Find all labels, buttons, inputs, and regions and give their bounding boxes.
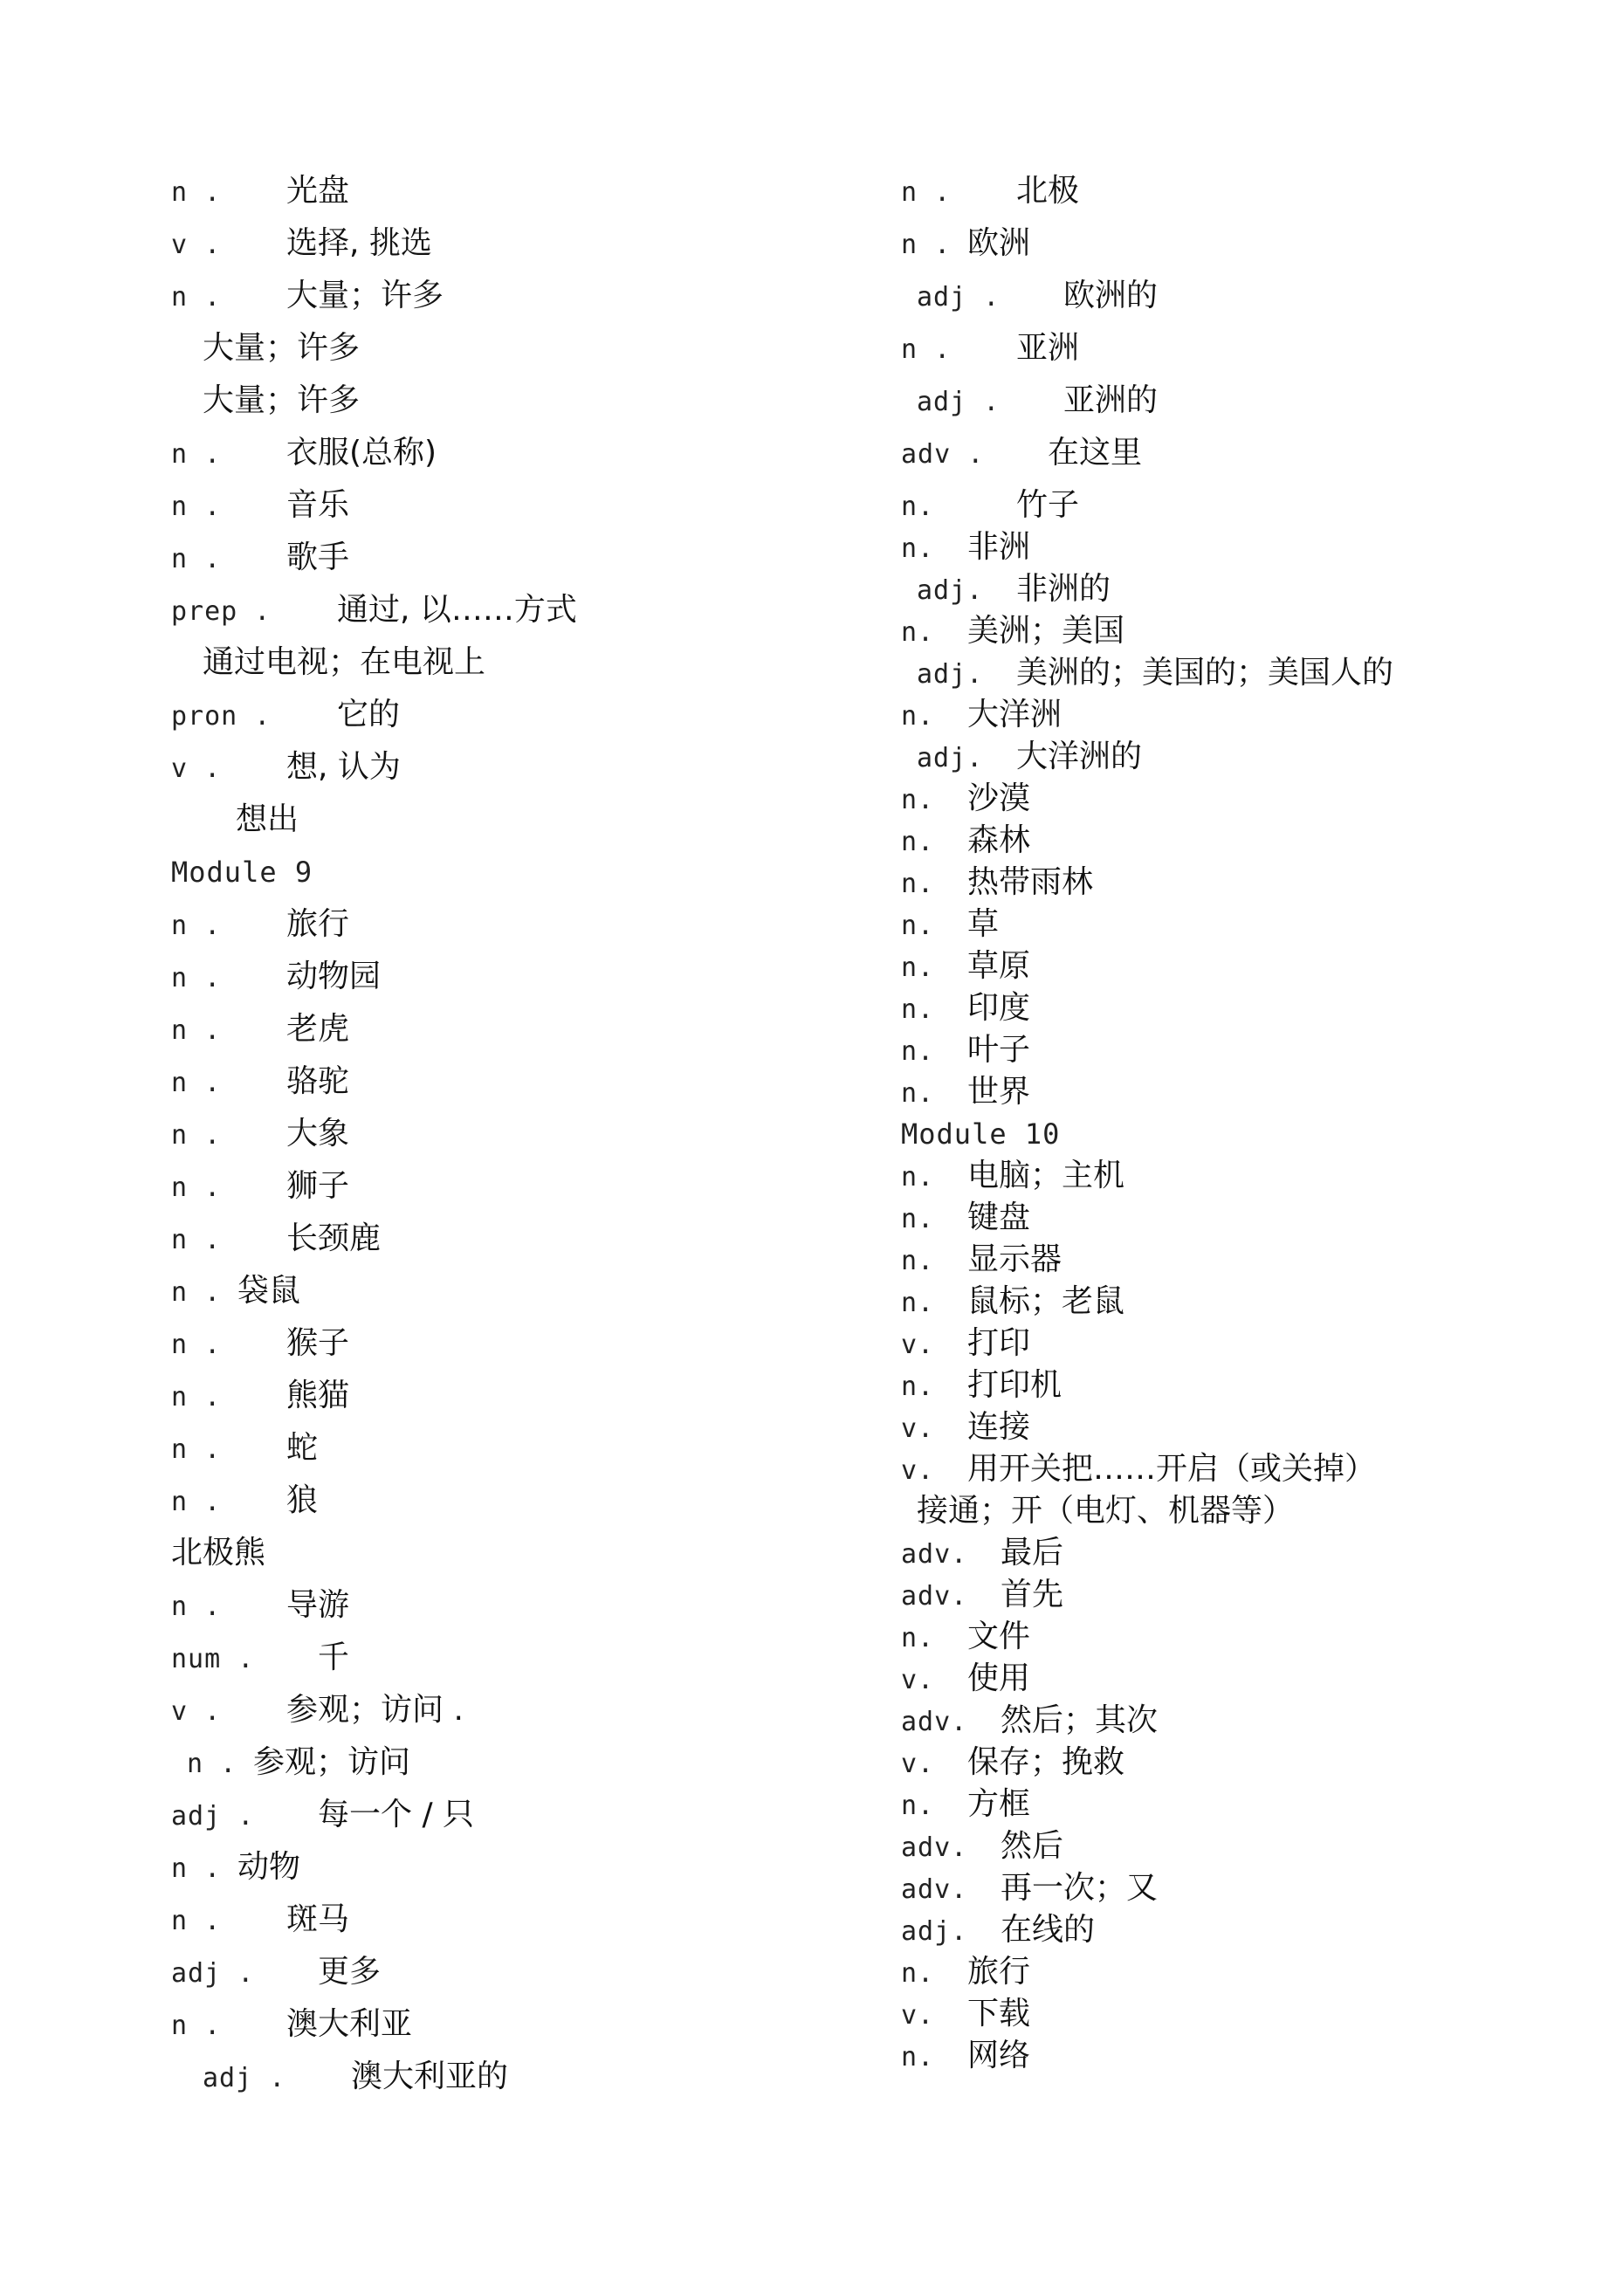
chinese-meaning: 想, 认为	[286, 749, 401, 785]
chinese-meaning: 首先	[1001, 1577, 1064, 1612]
chinese-meaning: 竹子	[1016, 487, 1080, 523]
chinese-meaning: 亚洲	[1016, 330, 1080, 366]
part-of-speech: n .	[171, 1382, 222, 1413]
chinese-meaning: 北极	[1016, 173, 1080, 209]
right_column-entry	[901, 1115, 1060, 1153]
chinese-meaning: 键盘	[967, 1200, 1031, 1235]
chinese-meaning: 显示器	[967, 1241, 1063, 1277]
chinese-meaning: 千	[318, 1640, 350, 1675]
part-of-speech: n.	[901, 869, 935, 899]
part-of-speech: n.	[901, 1288, 935, 1318]
part-of-speech: n .	[171, 1172, 222, 1203]
part-of-speech: n .	[171, 1015, 222, 1046]
part-of-speech: n.	[901, 827, 935, 857]
part-of-speech: n .	[171, 492, 222, 522]
chinese-meaning: 接通；开（电灯、机器等）	[917, 1493, 1295, 1529]
chinese-meaning: 然后；其次	[1001, 1702, 1159, 1738]
part-of-speech: n.	[901, 785, 935, 815]
chinese-meaning: 旅行	[286, 906, 350, 942]
part-of-speech: n .	[171, 1330, 222, 1360]
chinese-meaning: 更多	[318, 1954, 382, 1990]
part-of-speech: adv.	[901, 1832, 968, 1863]
chinese-meaning: 美洲的；美国的；美国人的	[1016, 655, 1394, 691]
part-of-speech: adj.	[917, 575, 984, 606]
chinese-meaning: 印度	[967, 990, 1031, 1026]
chinese-meaning: 然后	[1001, 1828, 1064, 1864]
chinese-meaning: 想出	[236, 801, 299, 837]
chinese-meaning: 大洋洲	[967, 697, 1063, 732]
part-of-speech: n.	[901, 1791, 935, 1821]
part-of-speech: v.	[901, 2000, 935, 2031]
part-of-speech: prep .	[171, 596, 272, 627]
chinese-meaning: 沙漠	[967, 780, 1031, 816]
chinese-meaning: 使用	[967, 1660, 1031, 1696]
part-of-speech: adj .	[203, 2063, 286, 2093]
part-of-speech: n.	[901, 1371, 935, 1402]
chinese-meaning: 选择, 挑选	[286, 225, 432, 261]
part-of-speech: n .	[171, 1068, 222, 1098]
chinese-meaning: 连接	[967, 1409, 1031, 1445]
part-of-speech: adv .	[901, 439, 985, 470]
left_column-entry	[171, 853, 313, 891]
chinese-meaning: 骆驼	[286, 1063, 350, 1099]
part-of-speech: n.	[901, 533, 935, 564]
part-of-speech: v .	[171, 1696, 222, 1727]
module-heading: Module 9	[171, 856, 313, 889]
chinese-meaning: 大洋洲的	[1016, 739, 1143, 774]
part-of-speech: n .	[171, 544, 222, 574]
chinese-meaning: 歌手	[286, 540, 350, 575]
part-of-speech: adj .	[917, 387, 1001, 417]
part-of-speech: v .	[171, 230, 222, 260]
chinese-meaning: 熊猫	[286, 1378, 350, 1413]
chinese-meaning: 澳大利亚	[286, 2006, 413, 2042]
chinese-meaning: 打印机	[967, 1367, 1063, 1403]
part-of-speech: adj.	[917, 659, 984, 690]
part-of-speech: n .	[171, 1906, 222, 1936]
part-of-speech: v.	[901, 1665, 935, 1695]
part-of-speech: n .	[171, 911, 222, 941]
chinese-meaning: 非洲	[967, 529, 1031, 565]
part-of-speech: adv.	[901, 1874, 968, 1905]
chinese-meaning: 狼	[286, 1482, 319, 1518]
part-of-speech: n.	[901, 952, 935, 983]
chinese-meaning: 方框	[967, 1786, 1031, 1822]
chinese-meaning: 旅行	[967, 1954, 1031, 1990]
part-of-speech: n.	[901, 1078, 935, 1109]
chinese-meaning: 大量；许多	[203, 382, 361, 418]
part-of-speech: n.	[901, 1246, 935, 1276]
chinese-meaning: 草	[967, 906, 1000, 942]
part-of-speech: v .	[171, 753, 222, 784]
part-of-speech: n.	[901, 994, 935, 1025]
chinese-meaning: 用开关把……开启（或关掉）	[967, 1451, 1377, 1487]
chinese-meaning: 通过, 以……方式	[337, 592, 577, 628]
chinese-meaning: 猴子	[286, 1325, 350, 1361]
chinese-meaning: 参观；访问 .	[286, 1692, 464, 1728]
chinese-meaning: 大量；许多	[203, 330, 361, 366]
chinese-meaning: 狮子	[286, 1168, 350, 1204]
chinese-meaning: 下载	[967, 1996, 1031, 2031]
chinese-meaning: 北极熊	[171, 1535, 266, 1571]
chinese-meaning: 衣服(总称)	[286, 435, 437, 471]
part-of-speech: pron .	[171, 701, 272, 732]
chinese-meaning: 参观；访问	[253, 1744, 411, 1780]
chinese-meaning: 亚洲的	[1063, 382, 1159, 418]
part-of-speech: n .	[171, 439, 222, 470]
module-heading: Module 10	[901, 1117, 1061, 1151]
chinese-meaning: 美洲；美国	[967, 613, 1125, 649]
chinese-meaning: 电脑；主机	[967, 1158, 1125, 1193]
part-of-speech: n .	[901, 230, 952, 260]
part-of-speech: adj.	[917, 743, 984, 773]
chinese-meaning: 再一次；又	[1001, 1870, 1159, 1906]
part-of-speech: n.	[901, 2042, 935, 2073]
part-of-speech: n.	[901, 1036, 935, 1067]
part-of-speech: n .	[171, 963, 222, 993]
part-of-speech: n .	[171, 1853, 222, 1884]
part-of-speech: n.	[901, 1204, 935, 1234]
chinese-meaning: 世界	[967, 1074, 1031, 1110]
part-of-speech: adj.	[901, 1916, 968, 1947]
part-of-speech: v.	[901, 1330, 935, 1360]
part-of-speech: n .	[171, 1225, 222, 1255]
part-of-speech: v.	[901, 1413, 935, 1444]
chinese-meaning: 斑马	[286, 1901, 350, 1937]
chinese-meaning: 草原	[967, 948, 1031, 984]
part-of-speech: n.	[901, 617, 935, 648]
chinese-meaning: 导游	[286, 1587, 350, 1623]
chinese-meaning: 鼠标；老鼠	[967, 1283, 1125, 1319]
chinese-meaning: 澳大利亚的	[351, 2059, 509, 2094]
part-of-speech: v.	[901, 1749, 935, 1779]
chinese-meaning: 大象	[286, 1116, 350, 1151]
part-of-speech: adv.	[901, 1581, 968, 1612]
chinese-meaning: 叶子	[967, 1032, 1031, 1068]
chinese-meaning: 在这里	[1048, 435, 1143, 471]
chinese-meaning: 动物园	[286, 959, 382, 994]
chinese-meaning: 大量；许多	[286, 278, 444, 313]
chinese-meaning: 长颈鹿	[286, 1220, 382, 1256]
chinese-meaning: 网络	[967, 2038, 1031, 2073]
part-of-speech: n .	[171, 1591, 222, 1622]
part-of-speech: n .	[171, 1487, 222, 1517]
chinese-meaning: 文件	[967, 1619, 1031, 1654]
part-of-speech: n .	[171, 177, 222, 208]
part-of-speech: n .	[901, 334, 952, 365]
part-of-speech: n .	[187, 1749, 237, 1779]
part-of-speech: n.	[901, 492, 935, 522]
chinese-meaning: 欧洲	[967, 225, 1031, 261]
chinese-meaning: 欧洲的	[1063, 278, 1159, 313]
chinese-meaning: 蛇	[286, 1430, 319, 1466]
part-of-speech: n .	[171, 1277, 222, 1308]
chinese-meaning: 非洲的	[1016, 571, 1111, 607]
chinese-meaning: 打印	[967, 1325, 1031, 1361]
chinese-meaning: 森林	[967, 822, 1031, 858]
part-of-speech: adj .	[171, 1958, 255, 1989]
part-of-speech: n .	[171, 1120, 222, 1151]
chinese-meaning: 老虎	[286, 1011, 350, 1047]
part-of-speech: n .	[171, 1434, 222, 1465]
chinese-meaning: 热带雨林	[967, 864, 1094, 900]
part-of-speech: adj .	[171, 1801, 255, 1832]
part-of-speech: n .	[171, 2011, 222, 2041]
part-of-speech: adv.	[901, 1707, 968, 1737]
part-of-speech: num .	[171, 1644, 255, 1674]
part-of-speech: n .	[901, 177, 952, 208]
chinese-meaning: 音乐	[286, 487, 350, 523]
chinese-meaning: 在线的	[1001, 1912, 1096, 1948]
chinese-meaning: 通过电视；在电视上	[203, 644, 486, 680]
chinese-meaning: 它的	[337, 697, 401, 732]
part-of-speech: n.	[901, 1623, 935, 1653]
part-of-speech: n.	[901, 1958, 935, 1989]
chinese-meaning: 保存；挽救	[967, 1744, 1125, 1780]
part-of-speech: adj .	[917, 282, 1001, 313]
chinese-meaning: 动物	[237, 1849, 301, 1885]
chinese-meaning: 最后	[1001, 1535, 1064, 1571]
part-of-speech: n .	[171, 282, 222, 313]
part-of-speech: adv.	[901, 1539, 968, 1570]
chinese-meaning: 袋鼠	[237, 1273, 301, 1309]
part-of-speech: n.	[901, 1162, 935, 1193]
part-of-speech: n.	[901, 911, 935, 941]
part-of-speech: v.	[901, 1455, 935, 1486]
part-of-speech: n.	[901, 701, 935, 732]
chinese-meaning: 光盘	[286, 173, 350, 209]
chinese-meaning: 每一个 / 只	[318, 1797, 475, 1832]
